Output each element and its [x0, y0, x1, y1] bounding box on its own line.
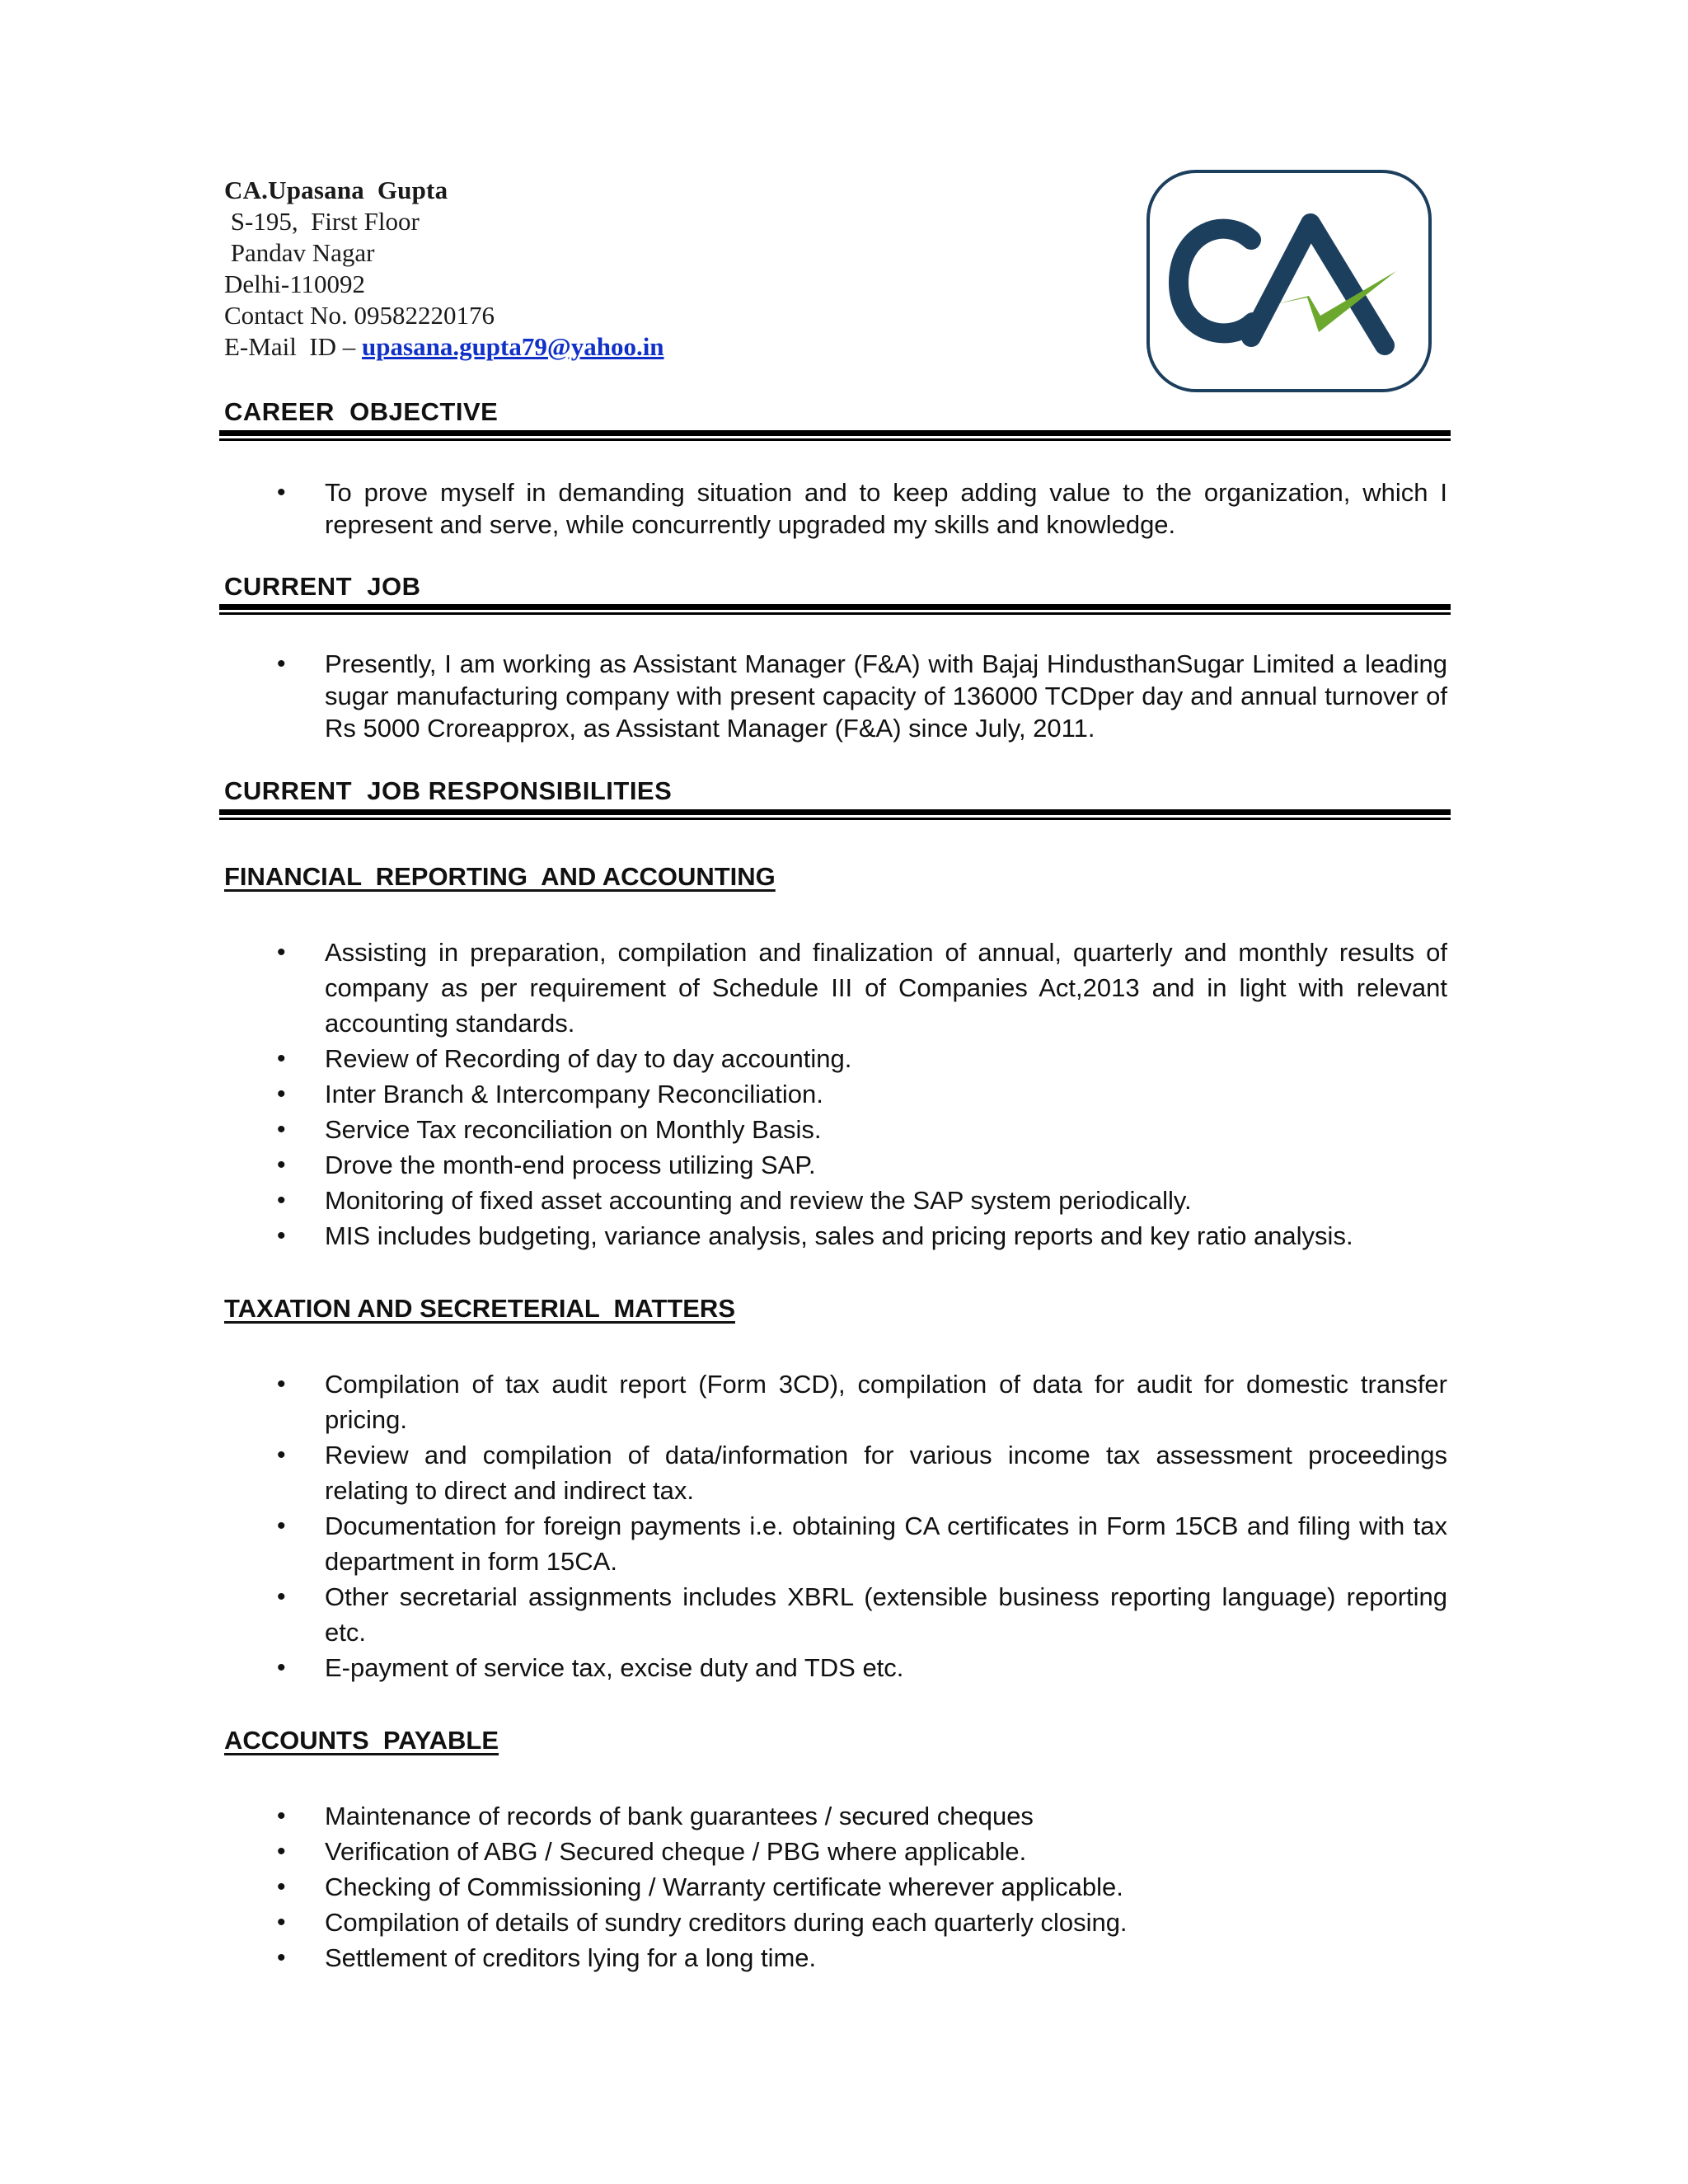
- bullet-icon: •: [277, 1873, 286, 1900]
- section-divider: [219, 430, 1451, 442]
- responsibilities-heading: CURRENT JOB RESPONSIBILITIES: [224, 776, 673, 805]
- accounts-payable-heading: ACCOUNTS PAYABLE: [224, 1726, 499, 1755]
- contact-number: Contact No. 09582220176: [224, 301, 495, 330]
- list-item: • Compilation of details of sundry creditors during each quarterly closing.: [224, 1905, 1447, 1940]
- list-item: • Verification of ABG / Secured cheque / PBG where applicable.: [224, 1834, 1447, 1869]
- list-item: • Monitoring of fixed asset accounting and review the SAP system periodically.: [224, 1183, 1447, 1218]
- address-line-3: Delhi-110092: [224, 269, 366, 298]
- list-item: • Compilation of tax audit report (Form 3CD), compilation of data for audit for domestic transfer pricing.: [224, 1366, 1447, 1437]
- current-job-heading: CURRENT JOB: [224, 572, 421, 601]
- email-link[interactable]: upasana.gupta79@yahoo.in: [362, 332, 664, 361]
- career-objective-list: [224, 476, 1447, 541]
- ca-logo-graphic: [1146, 169, 1432, 393]
- section-divider: [219, 809, 1451, 821]
- list-item: • Service Tax reconciliation on Monthly Basis.: [224, 1112, 1447, 1147]
- bullet-icon: •: [277, 1441, 286, 1469]
- section-divider: [219, 604, 1451, 616]
- financial-reporting-list: [224, 935, 1447, 1254]
- list-item: • Settlement of creditors lying for a long time.: [224, 1940, 1447, 1975]
- email-line: [224, 331, 664, 363]
- taxation-heading: TAXATION AND SECRETERIAL MATTERS: [224, 1294, 735, 1323]
- bullet-icon: •: [277, 1583, 286, 1610]
- bullet-icon: •: [277, 1654, 286, 1681]
- career-objective-heading: CAREER OBJECTIVE: [224, 397, 499, 426]
- bullet-icon: •: [277, 479, 286, 506]
- list-item: • To prove myself in demanding situation and to keep adding value to the organization, which I represent and serve, while concurrently upgraded my skills and knowledge.: [277, 478, 1447, 539]
- ca-logo-icon: [1146, 169, 1432, 393]
- list-item: • E-payment of service tax, excise duty and TDS etc.: [224, 1650, 1447, 1685]
- contact-block: [224, 175, 664, 363]
- list-item: • Maintenance of records of bank guarantees / secured cheques: [224, 1798, 1447, 1834]
- bullet-icon: •: [277, 1909, 286, 1936]
- bullet-icon: •: [277, 1222, 286, 1249]
- list-item: • Checking of Commissioning / Warranty certificate wherever applicable.: [224, 1869, 1447, 1905]
- list-item: • Documentation for foreign payments i.e. obtaining CA certificates in Form 15CB and filing with tax department in form 15CA.: [224, 1508, 1447, 1579]
- taxation-list: [224, 1366, 1447, 1685]
- list-item: • Review and compilation of data/information for various income tax assessment proceedings relating to direct and indirect tax.: [224, 1437, 1447, 1508]
- current-job-list: [224, 648, 1447, 744]
- bullet-icon: •: [277, 1080, 286, 1108]
- list-item: • Assisting in preparation, compilation and finalization of annual, quarterly and monthly results of company as per requirement of Schedule III of Companies Act,2013 and in light with relevant accounting standards.: [224, 935, 1447, 1041]
- bullet-icon: •: [277, 1802, 286, 1830]
- list-item: • Drove the month-end process utilizing SAP.: [224, 1147, 1447, 1183]
- accounts-payable-list: [224, 1798, 1447, 1975]
- bullet-icon: •: [277, 1371, 286, 1398]
- bullet-icon: •: [277, 1151, 286, 1179]
- list-item: • Inter Branch & Intercompany Reconciliation.: [224, 1076, 1447, 1112]
- address-line-1: S-195, First Floor: [224, 207, 420, 236]
- bullet-icon: •: [277, 1187, 286, 1214]
- candidate-name: CA.Upasana Gupta: [224, 176, 448, 204]
- list-item: • MIS includes budgeting, variance analysis, sales and pricing reports and key ratio analysis.: [224, 1218, 1447, 1254]
- bullet-icon: •: [277, 1944, 286, 1971]
- list-item: • Presently, I am working as Assistant Manager (F&A) with Bajaj HindusthanSugar Limited a leading sugar manufacturing company with present capacity of 136000 TCDper day and annual turnover of Rs 5000 Croreapprox, as Assistant Manager (F&A) since July, 2011.: [277, 649, 1447, 743]
- bullet-icon: •: [277, 650, 286, 677]
- bullet-icon: •: [277, 939, 286, 966]
- list-item: • Review of Recording of day to day accounting.: [224, 1041, 1447, 1076]
- bullet-icon: •: [277, 1045, 286, 1072]
- list-item: • Other secretarial assignments includes XBRL (extensible business reporting language) reporting etc.: [224, 1579, 1447, 1650]
- address-line-2: Pandav Nagar: [224, 238, 375, 267]
- financial-reporting-heading: FINANCIAL REPORTING AND ACCOUNTING: [224, 862, 776, 891]
- bullet-icon: •: [277, 1512, 286, 1540]
- email-label: E-Mail ID –: [224, 332, 363, 361]
- bullet-icon: •: [277, 1116, 286, 1143]
- bullet-icon: •: [277, 1838, 286, 1865]
